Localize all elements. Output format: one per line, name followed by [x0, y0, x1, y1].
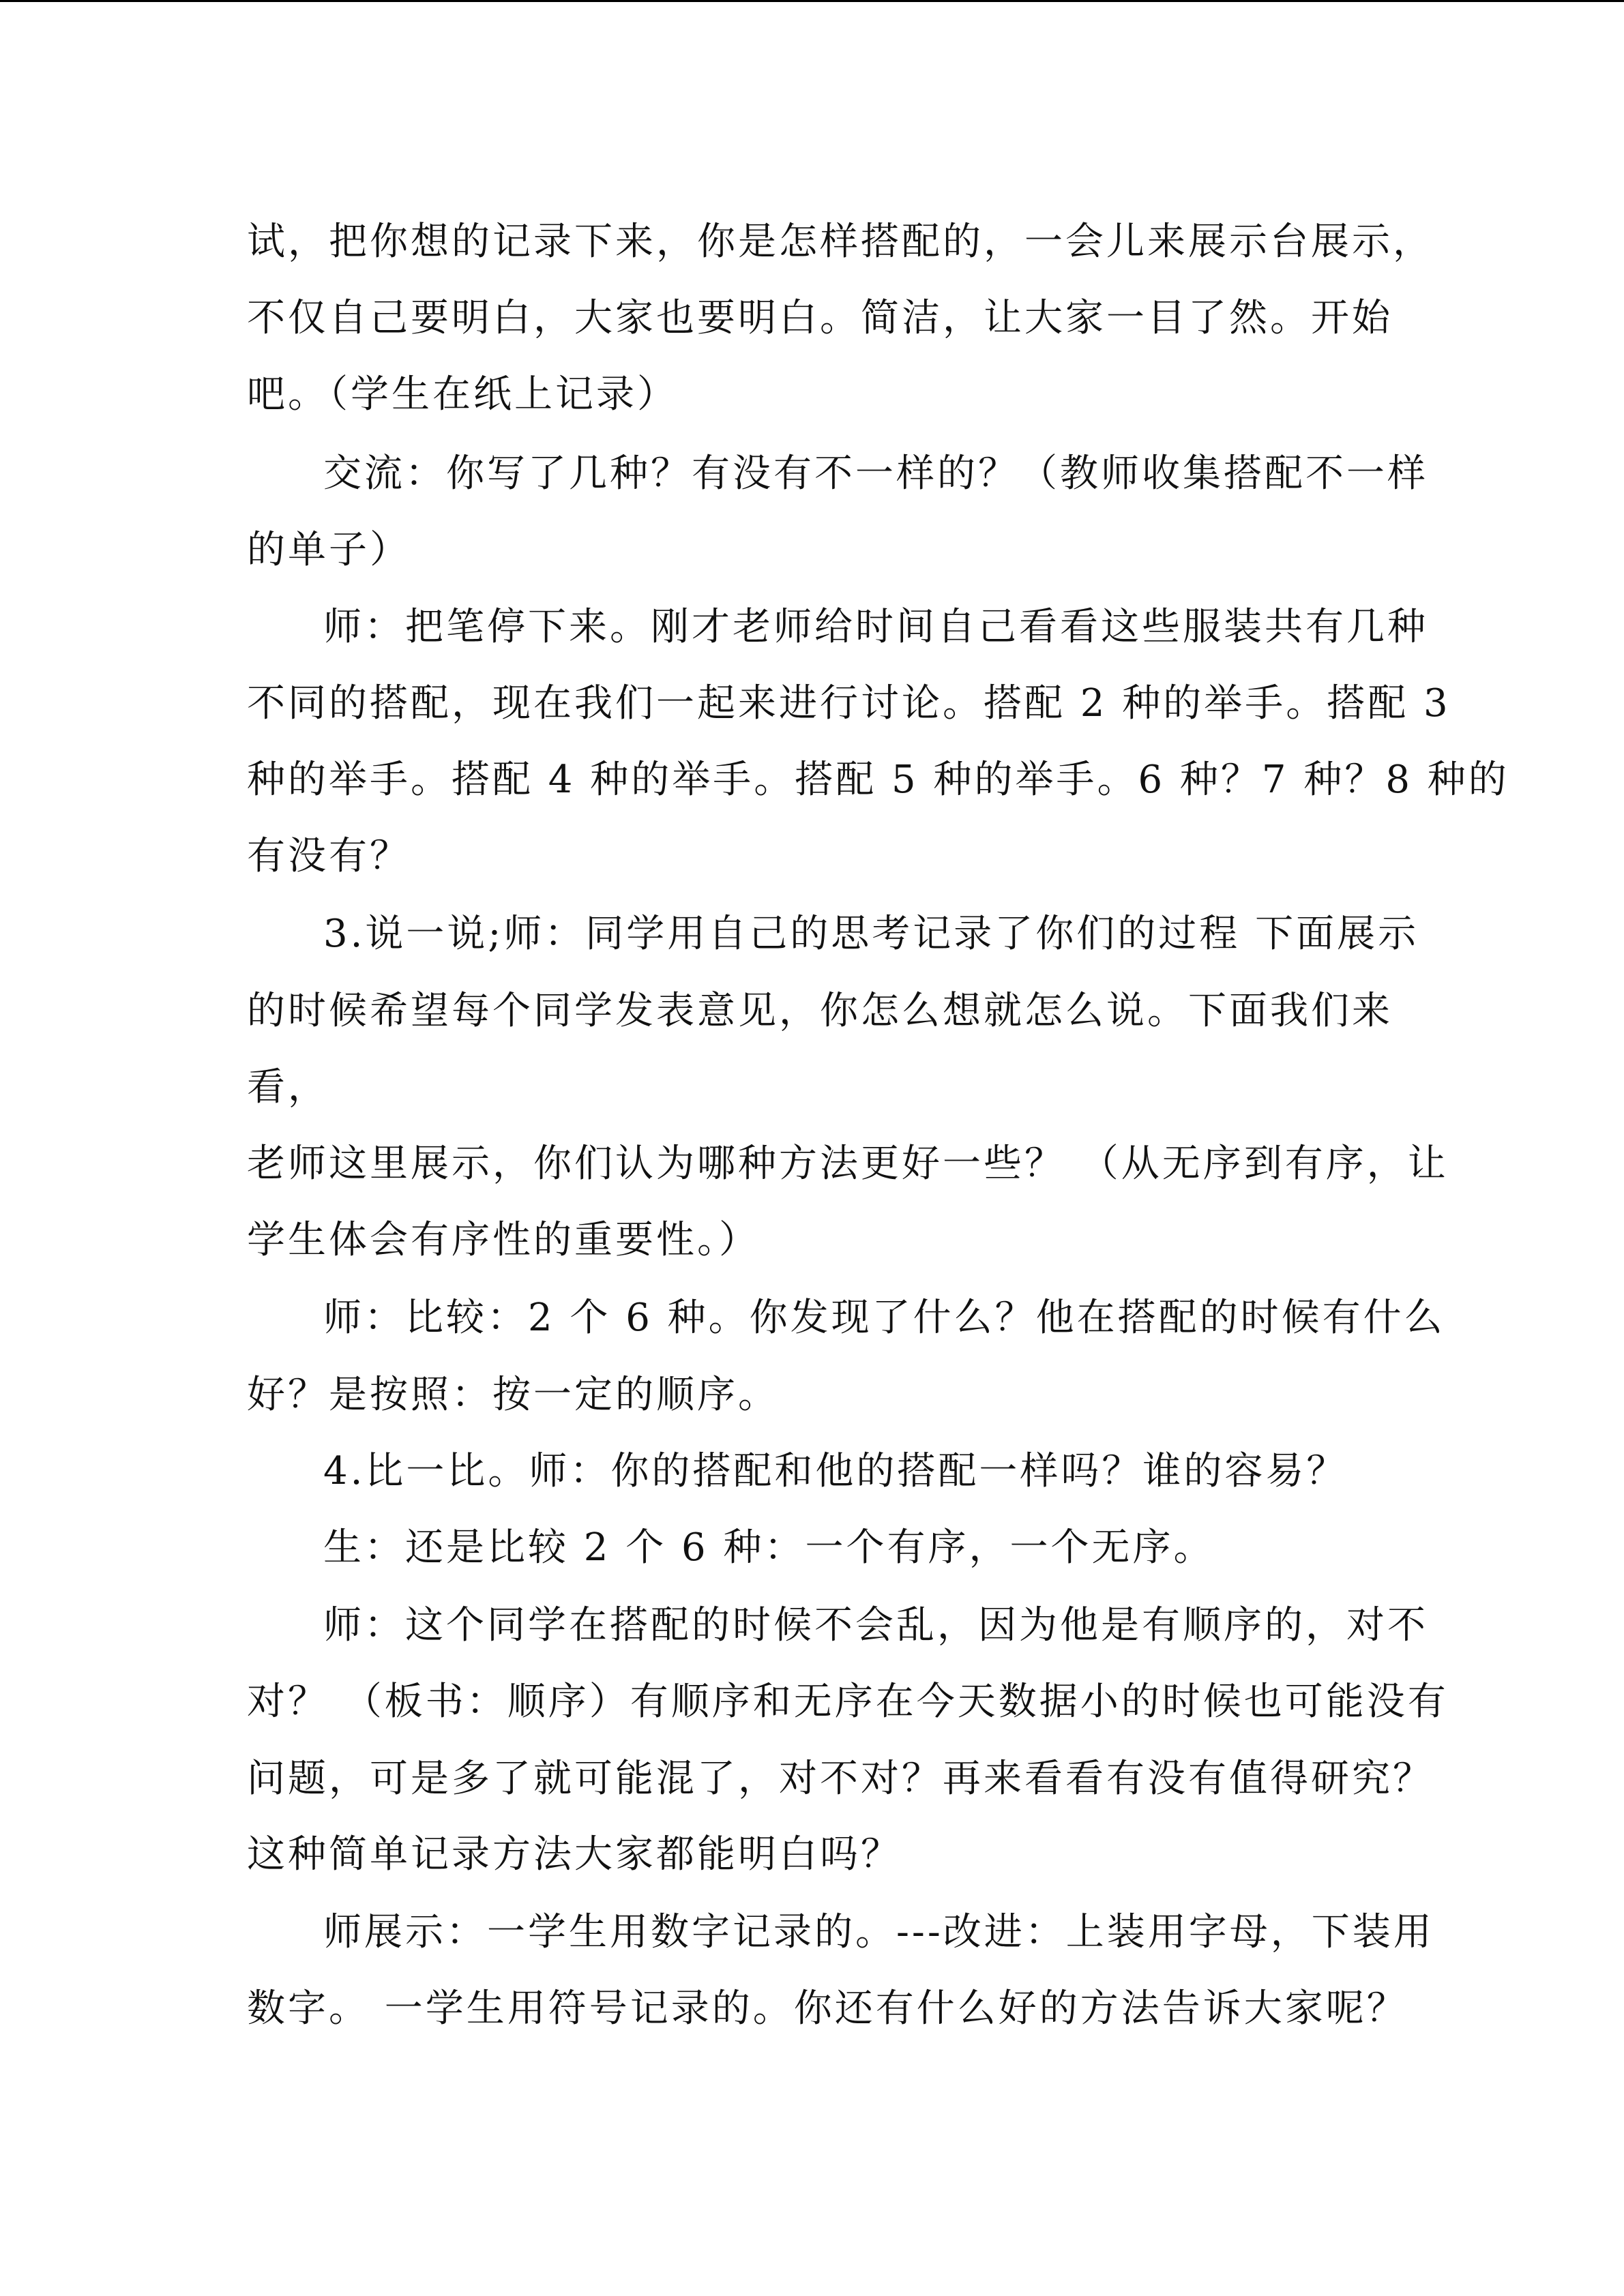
text-line-8: 种的举手。搭配 4 种的举手。搭配 5 种的举手。6 种？7 种？8 种的 — [247, 758, 1509, 802]
top-border-line — [0, 0, 1624, 2]
text-line-15: 师：比较：2 个 6 种。你发现了什么？他在搭配的时候有什么 — [323, 1296, 1445, 1340]
text-line-16: 好？是按照：按一定的顺序。 — [247, 1373, 779, 1417]
text-line-6: 师：把笔停下来。刚才老师给时间自己看看这些服装共有几种 — [323, 605, 1428, 649]
text-line-10: 3.说一说;师：同学用自己的思考记录了你们的过程 下面展示 — [323, 912, 1419, 956]
text-line-17: 4.比一比。师：你的搭配和他的搭配一样吗？谁的容易？ — [323, 1449, 1348, 1493]
text-line-23: 师展示：一学生用数字记录的。---改进：上装用字母，下装用 — [323, 1910, 1434, 1954]
text-line-13: 老师这里展示，你们认为哪种方法更好一些？ （从无序到有序，让 — [247, 1142, 1449, 1186]
text-line-7: 不同的搭配，现在我们一起来进行讨论。搭配 2 种的举手。搭配 3 — [247, 681, 1451, 726]
text-line-20: 对？ （板书：顺序）有顺序和无序在今天数据小的时候也可能没有 — [247, 1680, 1449, 1724]
text-line-9: 有没有？ — [247, 834, 411, 878]
text-line-2: 不仅自己要明白，大家也要明白。简洁，让大家一目了然。开始 — [247, 296, 1393, 340]
text-line-22: 这种简单记录方法大家都能明白吗？ — [247, 1832, 902, 1877]
text-line-18: 生：还是比较 2 个 6 种：一个有序，一个无序。 — [323, 1525, 1215, 1570]
text-line-14: 学生体会有序性的重要性。） — [247, 1218, 760, 1262]
text-line-12: 看， — [247, 1065, 329, 1109]
text-line-4: 交流：你写了几种？有没有不一样的？（教师收集搭配不一样 — [323, 451, 1428, 496]
text-line-19: 师：这个同学在搭配的时候不会乱，因为他是有顺序的，对不 — [323, 1603, 1428, 1648]
text-line-24: 数字。 一学生用符号记录的。你还有什么好的方法告诉大家呢？ — [247, 1986, 1408, 2031]
text-line-5: 的单子） — [247, 528, 411, 572]
text-line-3: 吧。（学生在纸上记录） — [247, 372, 678, 417]
text-line-1: 试，把你想的记录下来，你是怎样搭配的，一会儿来展示台展示， — [247, 220, 1434, 264]
text-line-11: 的时候希望每个同学发表意见，你怎么想就怎么说。下面我们来 — [247, 989, 1393, 1033]
text-line-21: 问题，可是多了就可能混了，对不对？再来看看有没有值得研究？ — [247, 1757, 1434, 1801]
